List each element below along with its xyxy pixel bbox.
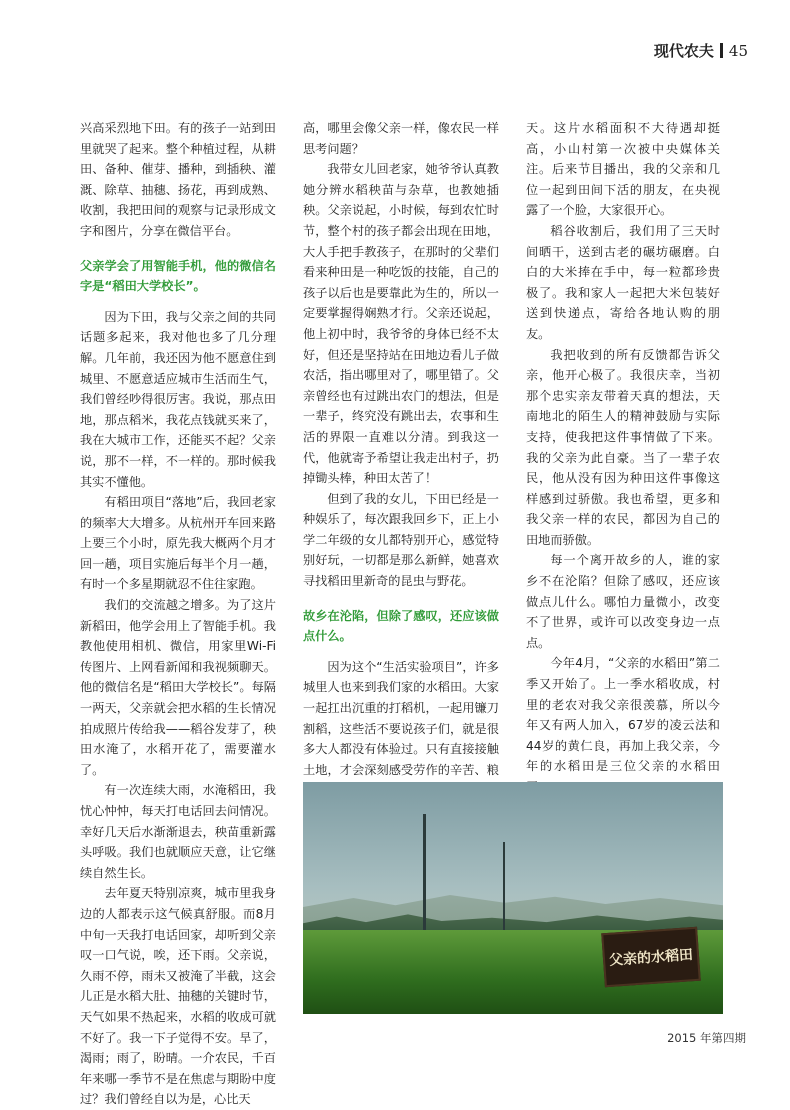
paragraph: 我把收到的所有反馈都告诉父亲，他开心极了。我很庆幸，当初那个忠实亲友带着天真的想法，天南地北的陌生人的精神鼓励与实际支持，使我把这件事情做了下来。我的父亲为此自豪。当了一辈子农民，他从没有因为种田这件事像这样感到过骄傲。我也希望，更多和我父亲一样的农民，都因为自己的田地而骄傲。 [526, 347, 720, 547]
paragraph: 兴高采烈地下田。有的孩子一站到田里就哭了起来。整个种植过程，从耕田、备种、催芽、播种，到插秧、灌溉、除草、抽穗、扬花，再到成熟、收割，我把田间的观察与记录形成文字和图片，分享在微信平台。 [80, 121, 276, 238]
paragraph: 今年4月，“父亲的水稻田”第二季又开始了。上一季水稻收成，村里的老农对我父亲很羡慕，所以今年又有两人加入，67岁的凌云法和44岁的黄仁良，再加上我父亲，今年的水稻田是三位父亲的水稻田 [526, 656, 720, 774]
rice-field-photo [303, 782, 723, 1014]
paragraph: 有稻田项目“落地”后，我回老家的频率大大增多。从杭州开车回来路上要三个小时，原先我大概两个月才回一趟，项目实施后每半个月一趟，有时一个多星期就忍不住往家跑。 [80, 495, 276, 592]
paragraph: 我们的交流越之增多。为了这片新稻田，他学会用上了智能手机。我教他使用相机、微信，用家里Wi-Fi传图片、上网看新闻和我视频聊天。他的微信名是“稻田大学校长”。每隔一两天，父亲就会把水稻的生长情况拍成照片传给我——稻谷发芽了，秧田水淹了，水稻开花了，需要灌水了。 [80, 598, 276, 777]
field-sign: 父亲的水稻田 [601, 927, 701, 988]
paragraph: 高，哪里会像父亲一样，像农民一样思考问题？ [303, 121, 499, 156]
issue-footer: 2015 年第四期 [667, 1031, 746, 1045]
utility-pole [503, 842, 505, 934]
paragraph: 天。这片水稻面积不大待遇却挺高，小山村第一次被中央媒体关注。后来节目播出，我的父亲和几位一起到田间下活的朋友，在央视露了一个脸，大家很开心。 [526, 121, 720, 218]
section-heading: 故乡在沦陷，但除了感叹，还应该做点什么。 [303, 608, 499, 644]
column-2 [303, 118, 499, 863]
header-divider [720, 43, 723, 58]
page-header [654, 40, 748, 61]
paragraph: 有一次连续大雨，水淹稻田，我忧心忡忡，每天打电话回去问情况。幸好几天后水渐渐退去，秧苗重新露头呼吸。我们也就顺应天意，让它继续自然生长。 [80, 783, 276, 880]
paragraph: 但到了我的女儿，下田已经是一种娱乐了，每次跟我回乡下，正上小学二年级的女儿都特别开心，感觉特别好玩，一切都是那么新鲜，她喜欢寻找稻田里新奇的昆虫与野花。 [303, 491, 499, 589]
paragraph: 去年夏天特别凉爽，城市里我身边的人都表示这气候真舒服。而8月中旬一天我打电话回家，却听到父亲叹一口气说，唉，还下雨。父亲说，久雨不停，雨未又被淹了半截，这会儿正是水稻大肚、抽穗的关键时节，天气如果不热起来，水稻的收成可就不好了。我一下子觉得不安。旱了，渴雨；雨了，盼晴。一介农民，千百年来哪一季节不是在焦虑与期盼中度过？我们曾经自以为是，心比天 [80, 886, 276, 1107]
paragraph: 因为这个“生活实验项目”，许多城里人也来到我们家的水稻田。大家一起扛出沉重的打稻机，一起用镰刀割稻，这些活不要说孩子们，就是很多大人都没有体验过。只有直接接触土地，才会深刻感受劳作的辛苦、粮 [303, 659, 499, 777]
paragraph: 稻谷收割后，我们用了三天时间晒干，送到古老的碾坊碾磨。白白的大米捧在手中，每一粒都珍贵极了。我和家人一起把大米包装好送到快递点，寄给各地认购的朋友。 [526, 223, 720, 341]
paragraph: 我带女儿回老家，她爷爷认真教她分辨水稻秧苗与杂草，也教她插秧。父亲说起，小时候，每到农忙时节，整个村的孩子都会出现在田地，大人手把手教孩子，在那时的父辈们看来种田是一种吃饭的技能，自己的孩子以后也是要靠此为生的，所以一定要掌握得娴熟才行。父亲还说起，他上初中时，我爷爷的身体已经不太好，但还是坚持站在田地边看儿子做农活，指出哪里对了，哪里错了。父亲曾经也有过跳出农门的想法，但是一辈子，终究没有跳出去，农事和生活的界限一直难以分清。到我这一代，他就寄予希望让我走出村子，扔掉锄头棒，种田太苦了！ [303, 162, 499, 486]
utility-pole [423, 814, 426, 934]
paragraph: 每一个离开故乡的人，谁的家乡不在沦陷？但除了感叹，还应该做点儿什么。哪怕力量微小，改变不了世界，或许可以改变身边一点点。 [526, 553, 720, 650]
column-1 [80, 118, 276, 1110]
paragraph: 因为下田，我与父亲之间的共同话题多起来，我对他也多了几分理解。几年前，我还因为他不愿意住到城里、不愿意适应城市生活而生气，我们曾经吵得很厉害。我说，那点田地，那点稻米，我花点钱就买来了，我在大城市工作，还能买不起？父亲说，那不一样，不一样的。那时候我其实不懂他。 [80, 309, 276, 489]
page-number: 45 [728, 41, 748, 60]
section-heading: 父亲学会了用智能手机，他的微信名字是“稻田大学校长”。 [80, 258, 276, 294]
section-title: 现代农夫 [653, 42, 714, 60]
